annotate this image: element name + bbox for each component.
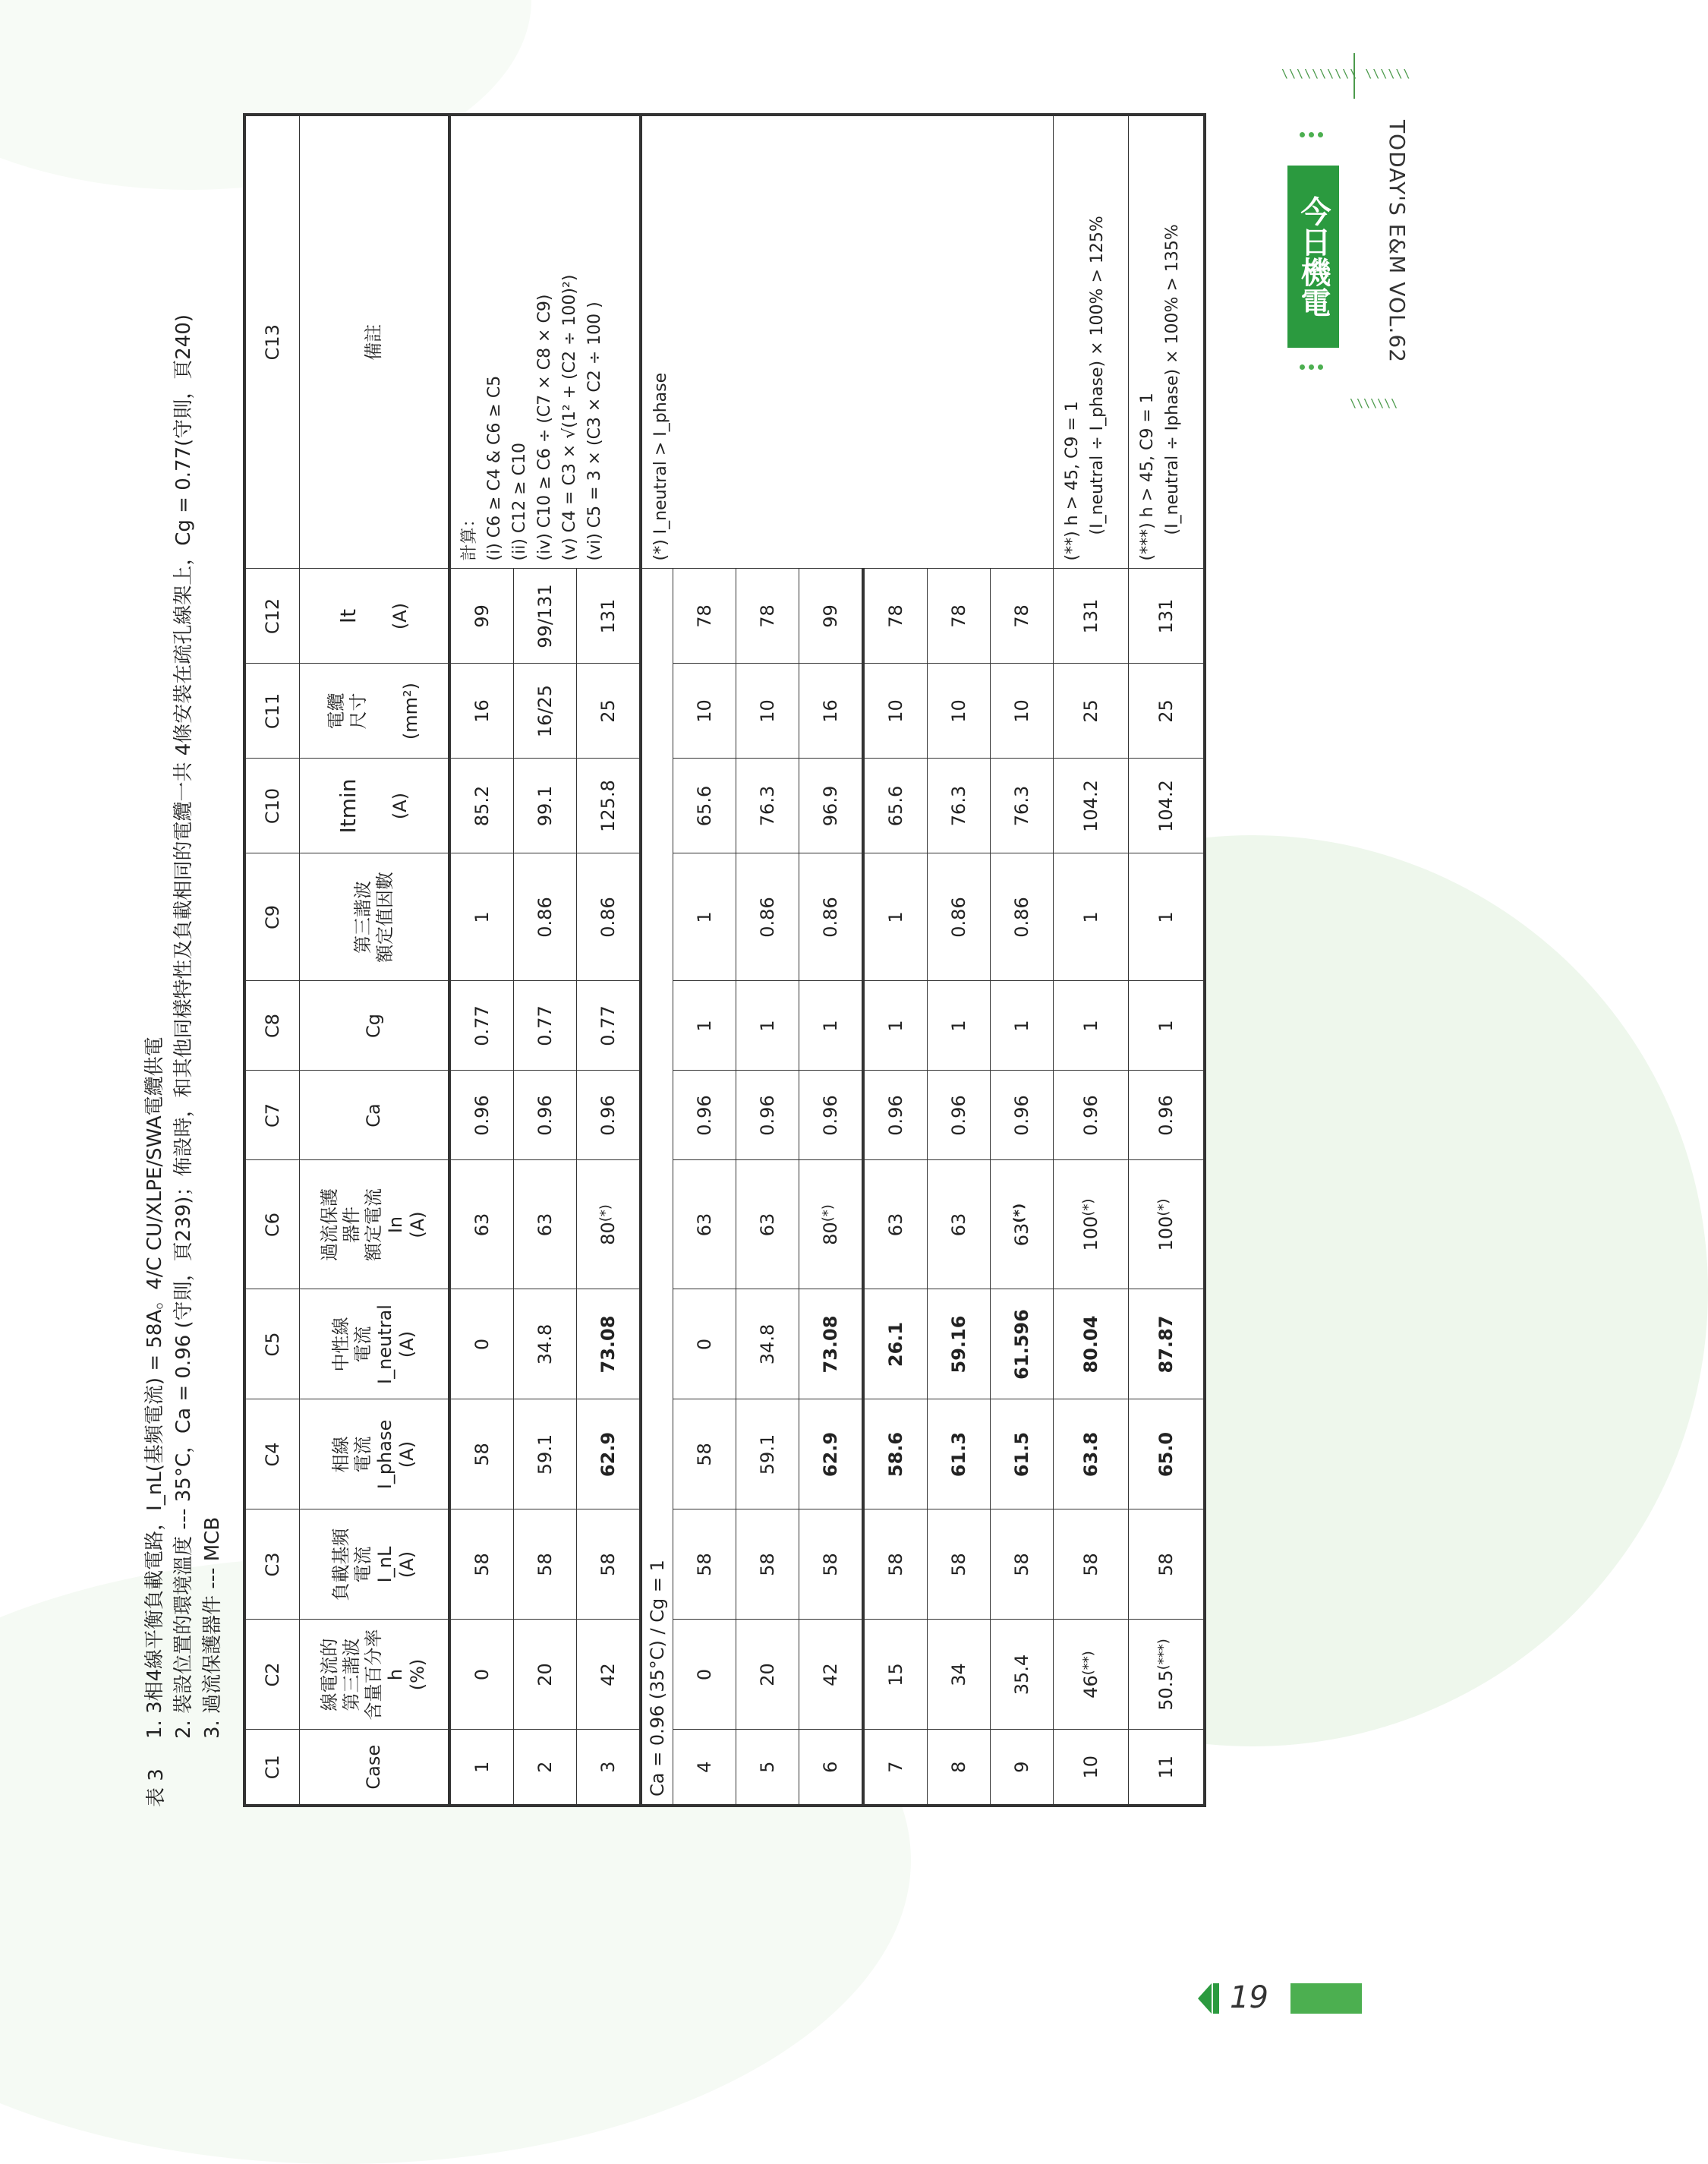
cell-c9: 0.86 [736, 853, 799, 981]
header-code-row [244, 115, 300, 1806]
head-line: 電流 [351, 1436, 373, 1473]
head-line: 線電流的 [319, 1638, 340, 1711]
cell-iphase: 61.3 [928, 1399, 991, 1509]
header-hatch-top: \\\\\\\\\\ \\\\\\ [1281, 67, 1411, 80]
cell-cable: 10 [673, 664, 736, 759]
cell-ca: 0.96 [449, 1071, 514, 1160]
cell-itmin: 65.6 [863, 759, 928, 853]
cell-cable: 16 [799, 664, 864, 759]
cell-h: 0 [449, 1620, 514, 1730]
head-line: (A) [395, 1550, 418, 1579]
head-neutral [300, 1289, 450, 1399]
cell-iphase: 65.0 [1129, 1399, 1205, 1509]
cell-in-value: 80 [597, 1222, 619, 1245]
code-c13: C13 [244, 115, 300, 569]
cell-it: 99 [449, 569, 514, 664]
head-line: In [385, 1216, 406, 1234]
brand-label: 今日機電 [1287, 166, 1339, 348]
head-line: I_phase [373, 1419, 395, 1490]
cell-it: 131 [1054, 569, 1129, 664]
remarks-row10 [1054, 115, 1129, 569]
cell-itmin: 76.3 [736, 759, 799, 853]
head-line: 電纜 [326, 692, 347, 730]
head-line: 含量百分率 [363, 1629, 384, 1721]
cell-cable: 25 [1129, 664, 1205, 759]
cell-in [799, 1160, 864, 1289]
cell-in-value: 100 [1155, 1216, 1177, 1251]
head-line: (mm²) [400, 682, 421, 740]
cell-h: 20 [514, 1620, 577, 1730]
cell-cable: 10 [928, 664, 991, 759]
head-phase [300, 1399, 450, 1509]
cell-ineutral: 34.8 [514, 1289, 577, 1399]
cell-in [991, 1160, 1054, 1289]
cell-it: 131 [577, 569, 641, 664]
code-c2: C2 [244, 1620, 300, 1730]
head-line: 額定電流 [363, 1188, 384, 1261]
table-wrapper [243, 113, 1206, 1807]
cell-iphase: 62.9 [799, 1399, 864, 1509]
remarks-calc-line: (ii) C12 ≥ C10 [510, 442, 529, 561]
head-line: (A) [389, 602, 411, 630]
head-it [300, 569, 450, 664]
code-c11: C11 [244, 664, 300, 759]
cell-case: 5 [736, 1730, 799, 1806]
cell-case: 7 [863, 1730, 928, 1806]
cell-in [1054, 1160, 1129, 1289]
cell-h: 34 [928, 1620, 991, 1730]
triple-star-mark: (***) [1155, 1639, 1171, 1670]
head-line: 器件 [341, 1207, 362, 1243]
header-title-row [300, 115, 450, 1806]
cell-iphase: 58.6 [863, 1399, 928, 1509]
cell-h-value: 46 [1080, 1675, 1101, 1699]
cell-c9: 1 [1054, 853, 1129, 981]
cell-itmin: 99.1 [514, 759, 577, 853]
cell-c9: 1 [1129, 853, 1205, 981]
table-row [1054, 115, 1129, 1806]
cell-iphase: 61.5 [991, 1399, 1054, 1509]
cell-cg: 1 [863, 981, 928, 1071]
head-line: I_neutral [373, 1304, 395, 1384]
cell-cg: 1 [673, 981, 736, 1071]
head-ca: Ca [300, 1071, 450, 1160]
cell-h-value: 50.5 [1155, 1670, 1177, 1711]
page-tab [1290, 1983, 1362, 2014]
head-harmonic [300, 1620, 450, 1730]
cell-in: 63 [449, 1160, 514, 1289]
cell-it: 78 [863, 569, 928, 664]
star-mark: (*) [1155, 1198, 1171, 1216]
cell-ineutral: 73.08 [799, 1289, 864, 1399]
cell-ca: 0.96 [577, 1071, 641, 1160]
remarks-calc [449, 115, 641, 569]
cell-h [1129, 1620, 1205, 1730]
cell-ca: 0.96 [673, 1071, 736, 1160]
code-c7: C7 [244, 1071, 300, 1160]
remarks-calc-line: (v) C4 = C3 × √(1² + (C2 ÷ 100)²) [560, 274, 579, 561]
cell-cg: 1 [928, 981, 991, 1071]
cell-inl: 58 [673, 1509, 736, 1620]
cell-case: 11 [1129, 1730, 1205, 1806]
cell-in: 63 [928, 1160, 991, 1289]
code-c12: C12 [244, 569, 300, 664]
cell-in-value: 80 [820, 1222, 841, 1245]
cell-inl: 58 [863, 1509, 928, 1620]
head-line: 電流 [351, 1326, 373, 1363]
head-case: Case [300, 1730, 450, 1806]
remarks-calc-line: (vi) C5 = 3 × (C3 × C2 ÷ 100 ) [585, 301, 604, 561]
cell-cable: 16/25 [514, 664, 577, 759]
cell-ineutral: 0 [449, 1289, 514, 1399]
cell-itmin: 76.3 [991, 759, 1054, 853]
head-fundamental [300, 1509, 450, 1620]
cell-ineutral: 26.1 [863, 1289, 928, 1399]
page-marker [1213, 1983, 1219, 2014]
group-label: Ca = 0.96 (35°C) / Cg = 1 [641, 569, 673, 1806]
cell-h: 0 [673, 1620, 736, 1730]
cell-cg: 1 [736, 981, 799, 1071]
cell-case: 2 [514, 1730, 577, 1806]
cell-in [1129, 1160, 1205, 1289]
cell-ca: 0.96 [928, 1071, 991, 1160]
cell-ca: 0.96 [514, 1071, 577, 1160]
header-dots-bottom [1300, 364, 1330, 372]
head-cg: Cg [300, 981, 450, 1071]
star-mark: (*) [1080, 1198, 1096, 1216]
cell-ca: 0.96 [799, 1071, 864, 1160]
cell-c9: 0.86 [991, 853, 1054, 981]
star-mark: (*) [597, 1204, 613, 1222]
remarks-line: (**) h > 45, C9 = 1 [1063, 401, 1082, 561]
cell-cg: 1 [991, 981, 1054, 1071]
cell-it: 78 [991, 569, 1054, 664]
head-line: 相線 [329, 1436, 351, 1473]
star-mark: (*) [1011, 1203, 1027, 1223]
remarks-calc-title: 計算： [460, 510, 479, 561]
code-c6: C6 [244, 1160, 300, 1289]
rotated-content [140, 106, 1264, 1807]
head-harmonic-factor [300, 853, 450, 981]
head-line: I_nL [373, 1546, 395, 1583]
head-line: 第三諧波 [341, 1638, 362, 1711]
cell-iphase: 63.8 [1054, 1399, 1129, 1509]
cell-cg: 1 [799, 981, 864, 1071]
head-line: (A) [389, 792, 411, 820]
head-cable-size [300, 664, 450, 759]
head-line: (A) [395, 1330, 418, 1358]
page-arrow-icon [1198, 1983, 1212, 2014]
cell-it: 78 [928, 569, 991, 664]
cell-c9: 0.86 [928, 853, 991, 981]
cell-iphase: 59.1 [514, 1399, 577, 1509]
cell-cg: 1 [1129, 981, 1205, 1071]
cell-in: 63 [514, 1160, 577, 1289]
head-line: 負載基頻 [329, 1528, 351, 1601]
cell-it: 78 [736, 569, 799, 664]
cell-ineutral: 34.8 [736, 1289, 799, 1399]
code-c9: C9 [244, 853, 300, 981]
head-line: Itmin [335, 778, 361, 834]
cell-in: 63 [736, 1160, 799, 1289]
remarks-star [641, 115, 1054, 569]
star-mark: (*) [820, 1204, 836, 1222]
cell-it: 99 [799, 569, 864, 664]
cell-h: 35.4 [991, 1620, 1054, 1730]
cell-inl: 58 [736, 1509, 799, 1620]
head-line: 尺寸 [348, 692, 369, 730]
cell-itmin: 85.2 [449, 759, 514, 853]
cell-cable: 25 [1054, 664, 1129, 759]
cell-ineutral: 87.87 [1129, 1289, 1205, 1399]
head-line: 過流保護 [319, 1188, 340, 1261]
code-c4: C4 [244, 1399, 300, 1509]
remarks-star-note: (*) I_neutral > I_phase [651, 372, 670, 561]
note-3: 3. 過流保護器件 --- MCB [201, 1516, 224, 1739]
head-line: 中性線 [329, 1317, 351, 1372]
remarks-calc-line: (i) C6 ≥ C4 & C6 ≥ C5 [485, 375, 504, 561]
cell-c9: 0.86 [577, 853, 641, 981]
double-star-mark: (**) [1080, 1651, 1096, 1676]
cell-inl: 58 [577, 1509, 641, 1620]
remarks-calc-line: (iv) C10 ≥ C6 ÷ (C7 × C8 × C9) [535, 294, 554, 561]
cell-in: 63 [863, 1160, 928, 1289]
cell-ca: 0.96 [1129, 1071, 1205, 1160]
code-c5: C5 [244, 1289, 300, 1399]
cell-ineutral: 80.04 [1054, 1289, 1129, 1399]
cell-inl: 58 [449, 1509, 514, 1620]
head-remarks: 備註 [300, 115, 450, 569]
remarks-row11 [1129, 115, 1205, 569]
table-caption-label: 表 3 [145, 1768, 168, 1807]
cell-inl: 58 [1129, 1509, 1205, 1620]
cell-cable: 16 [449, 664, 514, 759]
cell-cable: 10 [736, 664, 799, 759]
table-notes [140, 314, 227, 1739]
remarks-line: (***) h > 45, C9 = 1 [1138, 393, 1157, 561]
cell-iphase: 58 [673, 1399, 736, 1509]
head-line: (A) [395, 1440, 418, 1468]
cell-inl: 58 [799, 1509, 864, 1620]
cell-cable: 25 [577, 664, 641, 759]
head-line: It [335, 608, 361, 624]
cell-it: 131 [1129, 569, 1205, 664]
cell-inl: 58 [991, 1509, 1054, 1620]
cell-itmin: 96.9 [799, 759, 864, 853]
code-c3: C3 [244, 1509, 300, 1620]
cell-itmin: 104.2 [1054, 759, 1129, 853]
cell-cable: 10 [991, 664, 1054, 759]
cell-ineutral: 61.596 [991, 1289, 1054, 1399]
cell-inl: 58 [1054, 1509, 1129, 1620]
head-line: (A) [407, 1211, 428, 1238]
cell-ca: 0.96 [991, 1071, 1054, 1160]
page-number: 19 [1230, 1980, 1268, 2015]
cell-c9: 1 [673, 853, 736, 981]
cell-inl: 58 [928, 1509, 991, 1620]
cell-case: 1 [449, 1730, 514, 1806]
cell-itmin: 125.8 [577, 759, 641, 853]
remarks-line: (I_neutral ÷ Iphase) × 100% > 135% [1163, 224, 1182, 535]
cell-c9: 0.86 [799, 853, 864, 981]
header-hatch-bottom: \\\\\\\ [1350, 396, 1398, 410]
cell-case: 9 [991, 1730, 1054, 1806]
cell-h: 42 [577, 1620, 641, 1730]
group-row [641, 115, 673, 1806]
cell-itmin: 104.2 [1129, 759, 1205, 853]
remarks-line: (I_neutral ÷ I_phase) × 100% > 125% [1088, 216, 1107, 535]
head-line: (%) [407, 1658, 428, 1691]
cell-itmin: 65.6 [673, 759, 736, 853]
code-c1: C1 [244, 1730, 300, 1806]
cell-case: 10 [1054, 1730, 1129, 1806]
cell-ineutral: 73.08 [577, 1289, 641, 1399]
header-dots-top [1300, 132, 1330, 140]
head-line: h [385, 1668, 406, 1681]
cell-itmin: 76.3 [928, 759, 991, 853]
cell-iphase: 58 [449, 1399, 514, 1509]
head-line: 額定值因數 [373, 872, 395, 963]
table-row [1129, 115, 1205, 1806]
cell-in-value: 100 [1080, 1216, 1101, 1251]
cell-c9: 1 [449, 853, 514, 981]
cell-h: 42 [799, 1620, 864, 1730]
cell-case: 3 [577, 1730, 641, 1806]
table-row [449, 115, 514, 1806]
cell-it: 78 [673, 569, 736, 664]
cell-h: 15 [863, 1620, 928, 1730]
cell-ca: 0.96 [1054, 1071, 1129, 1160]
journal-title: TODAY'S E&M VOL.62 [1385, 119, 1410, 364]
note-2: 2. 裝設位置的環境溫度 --- 35°C，Ca = 0.96 (守則，頁239)；佈設時，和其他同樣特性及負載相同的電纜一共 4條安裝在疏孔線架上，Cg = 0.77(守則，頁240) [172, 314, 195, 1739]
cell-h [1054, 1620, 1129, 1730]
cell-it: 99/131 [514, 569, 577, 664]
head-itmin [300, 759, 450, 853]
cell-cg: 1 [1054, 981, 1129, 1071]
cell-ineutral: 0 [673, 1289, 736, 1399]
cell-cg: 0.77 [514, 981, 577, 1071]
cell-inl: 58 [514, 1509, 577, 1620]
code-c10: C10 [244, 759, 300, 853]
cell-cable: 10 [863, 664, 928, 759]
head-line: 電流 [351, 1546, 373, 1583]
code-c8: C8 [244, 981, 300, 1071]
cell-ca: 0.96 [863, 1071, 928, 1160]
data-table [243, 113, 1206, 1807]
cell-in-value: 63 [1011, 1222, 1032, 1247]
cell-c9: 1 [863, 853, 928, 981]
cell-case: 6 [799, 1730, 864, 1806]
cell-c9: 0.86 [514, 853, 577, 981]
cell-case: 4 [673, 1730, 736, 1806]
head-protection [300, 1160, 450, 1289]
cell-iphase: 59.1 [736, 1399, 799, 1509]
cell-in: 63 [673, 1160, 736, 1289]
cell-cg: 0.77 [577, 981, 641, 1071]
note-1: 1. 3相4線平衡負載電路，I_nL(基頻電流) = 58A。4/C CU/XLPE/SWA電纜供電 [143, 1036, 166, 1739]
cell-ca: 0.96 [736, 1071, 799, 1160]
cell-case: 8 [928, 1730, 991, 1806]
cell-h: 20 [736, 1620, 799, 1730]
cell-cg: 0.77 [449, 981, 514, 1071]
cell-in [577, 1160, 641, 1289]
cell-iphase: 62.9 [577, 1399, 641, 1509]
head-line: 第三諧波 [351, 881, 373, 954]
cell-ineutral: 59.16 [928, 1289, 991, 1399]
